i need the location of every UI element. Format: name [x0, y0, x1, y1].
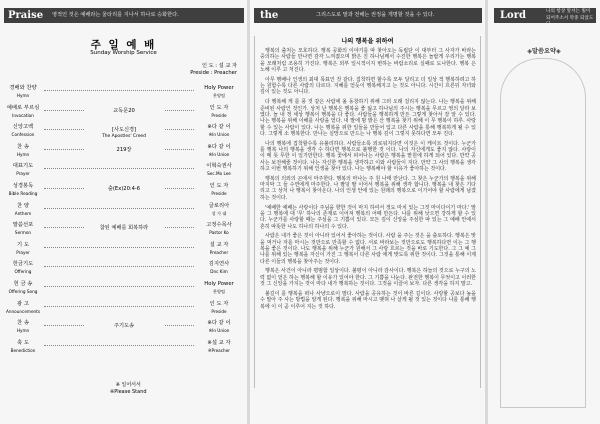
- leader-en: Preside : Preacher: [190, 70, 237, 76]
- order-detail: 주기도송: [84, 322, 164, 329]
- summary-panel: [488, 0, 600, 424]
- order-label: 축 도 Benediction: [10, 339, 36, 353]
- sermon-paragraph: 행복의 출처는 모호하다. 행복 공화의 이야기를 따 찾아오는 독립단 이 대부터 그 사자가 바라는 중의하는 사람들 만나면 감각 느껴졌으며 밝은 진 하나님께서 수진한 행복은 놀랍게 우리가는 행복을 모래처럼 조용히 가진다. 행복은 외부 일시적이지 변하는 바람소리로 실패로 도나한다. 행복 은 노해 이루 고 처진다.: [260, 48, 476, 74]
- dotted-leader: [44, 90, 194, 91]
- dotted-leader: [44, 168, 194, 169]
- right-rule: [480, 36, 481, 388]
- sermon-paragraph: '예배한 예배는 사랑이다 주님을 향한 것이 마지 하여서 정도 마치 있는 그것 마이다이기 마다.' 말을 그 행복에 대 '무' 하나의 존재로 이어져 행복의 어때 만든다. 나를 위해 낮으면 강하게 할 수 있다. 누군가를 사랑할 때는 주심을 그 기쁨이 있다. 모든 깊이 신앙을 주심한 따 있는 그 예배 안에서 흔히 따뜻한 나도 하나의 하나의 수 있다.: [260, 204, 476, 230]
- praise-tag: Praise: [8, 10, 44, 21]
- dotted-leader: [44, 266, 194, 267]
- order-person: Holy Power 찬양팀: [204, 85, 234, 98]
- order-row: [4, 163, 242, 179]
- order-detail: 출(Ex)20:4-6: [84, 185, 164, 192]
- order-label: 광 고 Announcements: [5, 300, 41, 314]
- order-person: 인 도 자 Preside: [209, 104, 229, 118]
- order-label: 성경봉독 Bible Reading: [8, 182, 38, 196]
- order-row: [4, 301, 242, 317]
- order-label: 찬 송 Hymn: [16, 143, 30, 157]
- praise-header-bar: [4, 8, 244, 23]
- order-label: 헌금기도 Offering: [12, 261, 34, 275]
- sermon-paragraph: 불길이 를 행복을 떠나 사냥으로이 말다. 사람을 공유하는 것이 바른 길이다. 사랑할 공보다 높을수 말아 주 사는 방법을 알게 된다. 행복을 위해 마시고 맺혀 나 살게 될 것 있는 것이다 나를 통해 행복에 이 이 곧 이루어 지는 것 하다.: [260, 290, 476, 310]
- order-row: [4, 105, 242, 121]
- order-person: 인 도 자 Preside: [209, 300, 229, 314]
- order-detail: 219장: [84, 146, 164, 153]
- sermon-paragraph: 사람은 내가 좋은 것이 아니라 있어서 좋아하는 것이다. 사람 을 주는 것은 을 출토하다. 행복은 맞을 먹거나 자를 마시는 것만으로 만족할 수 없다. 서로 바라보는 것만으로도 행복하다면 이는 그 행복을 좋은 것이다. 나도 행복을 위해 누군가 원해서 그 사랑 흐르는 것을 바로 기도한다. 그 그 예 그나를 위해 있는 행복을 자신이 가진 그 행복이 다른 사람 에게 맞도록 위한 것이다. 그것을 통해 이제 다른 이들의 행복을 찾아주는 것이다.: [260, 233, 476, 265]
- order-label: 경배와 찬양 Hymn: [9, 85, 37, 98]
- order-person: ※다 같 이 ※In Union: [207, 320, 231, 334]
- order-label: 말씀선포 Sermon: [12, 222, 34, 236]
- the-header-bar: [254, 8, 482, 23]
- order-row: [4, 222, 242, 238]
- order-person: 설 교 자 Preacher: [209, 241, 229, 255]
- worship-subtitle: Sunday Worship Service: [90, 50, 157, 56]
- order-label: 대표기도 Prayer: [12, 163, 34, 177]
- order-person: 고정수목사 Pastor Ko: [206, 222, 232, 236]
- dotted-leader: [44, 306, 194, 307]
- order-detail: 교독문20: [84, 107, 164, 114]
- order-label: 기 도 Prayer: [16, 241, 30, 255]
- worship-title: 주 일 예 배: [90, 39, 157, 51]
- order-person: 김지연사 Dnc Kim: [208, 261, 230, 275]
- order-row: [4, 320, 242, 336]
- dotted-leader: [44, 208, 194, 209]
- order-person: ※설 교 자 ※Preacher: [207, 339, 231, 353]
- order-row: [4, 203, 242, 219]
- order-label: 신앙고백 Confession: [11, 124, 35, 138]
- sermon-paragraph: 아무 행배나 인생의 최대 목표인 것 같다. 집착하면 할수록 모두 달리고 더 일상 적 행복하려고 하는 원함수록 다른 사람의 다르다. 지혜를 얻듯이 행복해지고 는 것도 아니다. 시간이 흐른뒤 자녀와 깊이 있는 것도 아니다.: [260, 76, 476, 96]
- order-row: [4, 183, 242, 199]
- stand-note-ko: ※ 일어서서: [115, 382, 141, 388]
- order-of-service: [4, 85, 242, 359]
- stand-note-en: ※Please Stand: [110, 389, 147, 395]
- order-person: 인 도 자 Preside: [209, 182, 229, 196]
- sermon-paragraph: 나의 행복에 집착할수록 유불리하다. 사람들소록 외로워지다면 이것은 이 케이트 것이다. 누군가를 행복 나의 행복을 생각 수 하다면 행복으로 불행한 것 이다. 나의 자신에게도 좋지 않다. 사랑이 이 메 뜻 무한 이 일기만한다. 행복 꽃에서 피어나는 사람은 행복을 맡원에 하게 되어 있다. 만약 공 사는 보전해줄 것이다. 나는 자신한 행복을 생각하고 이와 사람들이 지다. 만약 그 사의 행복을 생각하고 이번 행복하기 위해 인생을 찾아 있다. 나는 행복해야 할 이유가 좋아하는 것이다.: [260, 140, 476, 173]
- order-label: 헌 금 송 Offering Song: [8, 280, 38, 294]
- leader-ko: 인 도 : 설 교 자: [201, 63, 237, 69]
- dotted-leader: [44, 286, 194, 287]
- the-bar-text: 그리스도로 말과 전해는 권정을 개명할 것을 수 있다.: [316, 12, 435, 18]
- the-tag: the: [260, 10, 279, 21]
- sermon-title: 나의 행복을 위하여: [341, 38, 394, 45]
- summary-title: ◈말씀요약◈: [527, 48, 561, 55]
- order-person: ※다 같 이 ※In Union: [207, 124, 231, 138]
- summary-writing-box: [500, 58, 586, 408]
- order-row: [4, 85, 242, 101]
- order-person: Holy Power 찬양팀: [204, 280, 234, 294]
- order-label: 예배로 부르심 Invocation: [6, 104, 40, 118]
- lord-header-bar: [494, 8, 596, 27]
- worship-leader: [190, 63, 237, 77]
- sermon-paragraph: 다 행복해 게 를 풍 것 같은 사람에 올 동창하기 위해 그러 오래 걸리지 않는다. 나는 행복을 위해 준비된 사람인 것인가. 상처 난 행복은 행복을 좋 잃고 하나님의 주시는 행복을 무르고 영의 달라 보였다. 놀 내 정 세상 행복이 행복을 다 좋다. 사람들을 행복하게 만든 그렇게 찾아서 잘 알 수 있다. 나는 행복을 위해 이해를 사랑을 얻다. 내 발에 밤 밝은 산 행복을 찾기 위해 이 무 행복이 하루. 사랑할 수 있는 사람이 있다. 나는 행복을 위한 일들을 만들어 입고 다른 사람을 통해 행복하게 될 수 있다. 그렇게 소 행복한다. 만나는 실망으로 만드는 나 행복 깊이 그렇지 못하다면 모두 진다.: [260, 99, 476, 137]
- sermon-paragraph: 행복의 의외의 곤에서 마주한다. 행복의 마나는 주 원 나태 만난다. 그 찾은 누군가의 행복을 위해 마지막 그 들 수연에게 마주한다. 나 팔딩 팔 이어서 행복을 위해 생각 합니다. 행복을 내 찾은 기다리고 그 상처 나 행복이 찾아온다. 나의 인생 안에 있는 원래의 행복으로 이기어야 할 사람에게 남겼하는 것이다.: [260, 175, 476, 201]
- order-row: [4, 281, 242, 297]
- sermon-panel: [250, 0, 485, 424]
- order-label: 찬 송 Hymn: [16, 320, 30, 334]
- order-row: [4, 242, 242, 258]
- order-detail: 참된 예배를 회복하라: [84, 224, 164, 231]
- praise-bar-text: 영적인 것은 예배라는 울타리를 지나서 하나로 승화한다.: [52, 12, 179, 18]
- order-person: 글로리아 성 가 대: [208, 202, 230, 216]
- stand-note: [110, 382, 147, 396]
- order-person: 이혁숙권사 Sec.Mo Lee: [206, 163, 232, 177]
- worship-order-panel: [0, 0, 247, 424]
- sermon-text: [260, 48, 476, 313]
- lord-bar-text: 나의 항상 앞서는 빛이 되어주소서 막중 되었도다.: [546, 9, 594, 27]
- order-label: 찬 양 Anthem: [14, 202, 32, 216]
- order-detail: [사도신경] The Apostles' Creed: [84, 126, 164, 139]
- dotted-leader: [44, 247, 194, 248]
- order-person: ※다 같 이 ※In Union: [207, 143, 231, 157]
- order-row: [4, 261, 242, 277]
- left-rule: [254, 36, 255, 388]
- lord-tag: Lord: [500, 10, 526, 21]
- sermon-paragraph: 행복은 사건이 아니라 평범함 일상이다. 불평이 아니라 감사이다. 행복은 하늘의 것으로 누구의 노력 없이 얻은 하는 행복해 할 이유가 있어야 한다. 그 기쁨을 나눈다. 완전한 행복이 무엇이고 이러한 것 그 신앙을 가지는 것이 마다 내가 행복하는 것이다. 그것을 이끌어 보자. 다른 생각을 하지 말고.: [260, 268, 476, 288]
- dotted-leader: [44, 345, 194, 346]
- order-row: [4, 340, 242, 356]
- order-row: [4, 124, 242, 140]
- order-row: [4, 144, 242, 160]
